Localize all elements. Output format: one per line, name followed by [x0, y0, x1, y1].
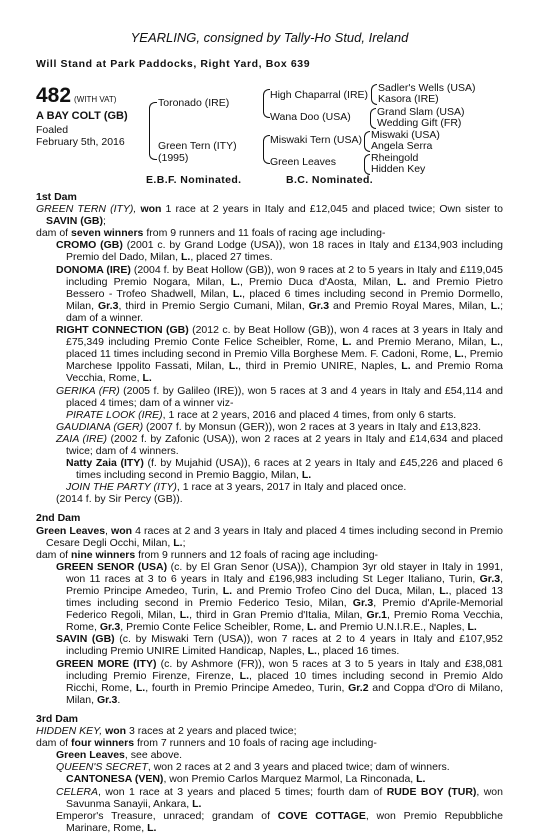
text-run: ,: [105, 524, 112, 537]
third-dam-heading: 3rd Dam: [36, 712, 79, 725]
text-run: CROMO (GB): [56, 239, 123, 252]
produce-entry: [36, 761, 503, 773]
produce-entry: [36, 457, 503, 481]
text-run: L.: [230, 275, 240, 288]
text-run: , placed 13 times including second in Premio Federico Tesio, Milan,: [66, 585, 503, 610]
ped-sdd: Wedding Gift (FR): [377, 117, 462, 129]
produce-entry: [36, 433, 503, 457]
vat-note: (WITH VAT): [74, 95, 117, 104]
text-run: GERIKA (FR): [56, 384, 120, 397]
text-run: (2014 f. by Sir Percy (GB)).: [56, 493, 183, 506]
text-run: , placed 27 times.: [190, 251, 273, 264]
text-run: and Premio Trofeo Cino del Duca, Milan,: [232, 585, 440, 597]
text-run: L.: [180, 251, 191, 264]
ped-ds: Miswaki Tern (USA): [270, 134, 362, 146]
produce-entry: [36, 633, 503, 657]
text-run: ; dam of a winner.: [66, 299, 503, 324]
text-run: won: [140, 203, 162, 216]
third-dam-intro: [36, 725, 503, 737]
text-run: Gr.3: [352, 597, 374, 610]
text-run: .: [117, 693, 121, 706]
lot-number: 482: [36, 84, 72, 107]
text-run: and Premio U.N.I.R.E., Naples,: [316, 621, 468, 634]
text-run: dam of: [36, 737, 72, 750]
ebf-nomination: E.B.F. Nominated.: [146, 174, 242, 186]
first-dam-heading: 1st Dam: [36, 191, 77, 203]
text-run: Gr.3: [98, 299, 119, 312]
ped-sds: Grand Slam (USA): [377, 106, 465, 118]
text-run: , fourth in Premio Principe Amedeo, Turin,: [145, 681, 349, 694]
text-run: , won Savunma Sanayii, Ankara,: [66, 785, 503, 810]
text-run: (2001 c. by Grand Lodge (USA)), won 18 races in Italy and £134,903 including Premio del Dado, Milan,: [66, 239, 503, 264]
produce-entry: [36, 409, 503, 421]
lot-number-block: [36, 84, 116, 108]
produce-entry: [36, 493, 503, 505]
first-dam-intro: [36, 203, 503, 227]
text-run: , placed 10 times including second in Premio Aldo Ricchi, Rome,: [66, 669, 504, 694]
ped-ssd: Kasora (IRE): [378, 93, 439, 105]
text-run: Gr.3: [96, 693, 118, 706]
text-run: L.: [439, 585, 449, 597]
text-run: and Premio Roma Vecchia, Rome,: [66, 360, 503, 385]
text-run: 1 race at 2 years in Italy and £12,045 and placed twice; Own sister to: [161, 203, 504, 216]
text-run: from 7 runners and 10 foals of racing age including-: [134, 737, 377, 750]
second-dam-produce: [36, 549, 503, 561]
text-run: L.: [301, 469, 312, 482]
ped-dds: Rheingold: [371, 152, 419, 164]
catalogue-header: YEARLING, consigned by Tally-Ho Stud, Ireland: [130, 30, 409, 45]
text-run: Gr.1: [366, 609, 387, 622]
text-run: (2004 f. by Beat Hollow (GB)), won 9 races at 2 to 5 years in Italy and £119,045 including Premio Nogara, Milan,: [66, 263, 503, 288]
text-run: L.: [490, 299, 501, 312]
ped-sd: Wana Doo (USA): [270, 111, 351, 123]
text-run: and Coppa d'Oro di Milano, Milan,: [66, 681, 504, 706]
text-run: , won Premio Carlos Marquez Marmol, La Rinconada,: [163, 773, 417, 786]
produce-entry: [36, 786, 503, 810]
text-run: dam of: [36, 548, 72, 561]
text-run: L.: [342, 336, 352, 349]
text-run: SAVIN (GB): [56, 633, 115, 646]
text-run: won: [111, 524, 133, 537]
text-run: (c. by Miswaki Tern (USA)), won 7 races at 2 to 4 years in Italy and £107,952 including Premio UNIRE Limited Handicap, Naples,: [66, 633, 503, 658]
text-run: , won 1 race at 3 years and placed 5 times; fourth dam of: [98, 785, 387, 798]
first-dam-entries: [36, 239, 503, 505]
text-run: L.: [173, 536, 183, 549]
text-run: , won 2 races at 2 and 3 years and placed twice; dam of winners.: [147, 761, 450, 774]
text-run: , Premio Conte Felice Scheibler, Rome,: [120, 621, 308, 634]
text-run: , see above.: [124, 749, 183, 762]
text-run: (c. by El Gran Senor (USA)), Champion 3yr old stayer in Italy in 1991, won 11 races at 3 to 6 years in Italy and £196,983 including St Leger Italiano, Turin,: [66, 560, 503, 585]
text-run: dam of: [36, 227, 72, 240]
second-dam-entries: [36, 561, 503, 706]
ped-dam-year: (1995): [158, 152, 189, 164]
foaled-label: Foaled: [36, 124, 69, 136]
text-run: Gr.2: [348, 681, 369, 694]
text-run: (2007 f. by Monsun (GER)), won 2 races at 3 years in Italy and £13,823.: [143, 420, 482, 433]
ped-ss: High Chaparral (IRE): [270, 89, 369, 101]
text-run: CANTONESA (VEN): [66, 773, 164, 786]
ped-ddd: Hidden Key: [371, 163, 426, 175]
text-run: RIGHT CONNECTION (GB): [56, 324, 189, 337]
text-run: , 1 race at 2 years, 2016 and placed 4 times, from only 6 starts.: [162, 408, 457, 421]
first-dam-produce: [36, 227, 503, 239]
text-run: HIDDEN KEY,: [36, 725, 106, 738]
text-run: , 1 race at 3 years, 2017 in Italy and placed once.: [176, 481, 407, 494]
bc-nomination: B.C. Nominated.: [286, 174, 374, 186]
dd-bracket: [364, 154, 370, 175]
text-run: GAUDIANA (GER): [56, 420, 144, 433]
text-run: , placed 11 times including second in Premio Villa Borghese Mem. F. Cadoni, Rome,: [66, 336, 503, 361]
ped-dam: Green Tern (ITY): [158, 140, 237, 152]
text-run: , third in Premio UNIRE, Naples,: [238, 360, 402, 373]
produce-entry: [36, 239, 503, 263]
text-run: Natty Zaia (ITY): [66, 457, 144, 470]
text-run: CELERA: [56, 785, 99, 798]
text-run: Green Leaves: [36, 524, 106, 537]
text-run: and Premio Pietro Bessero - Trofeo Shadwell, Milan,: [66, 275, 503, 300]
produce-entry: [36, 421, 503, 433]
text-run: Gr.3: [99, 621, 121, 634]
text-run: GREEN TERN (ITY),: [36, 203, 141, 216]
text-run: Green Leaves: [56, 749, 125, 762]
ss-bracket: [371, 84, 377, 105]
text-run: , third in Premio Sergio Cumani, Milan,: [118, 299, 309, 312]
sire-line-bracket: [263, 89, 270, 118]
ped-dss: Miswaki (USA): [371, 129, 440, 141]
produce-entry: [36, 324, 503, 384]
text-run: L.: [142, 372, 152, 385]
text-run: L.: [454, 348, 464, 361]
dam-line-bracket: [263, 135, 270, 164]
text-run: SAVIN (GB): [46, 215, 103, 228]
text-run: L.: [239, 669, 250, 682]
text-run: 3 races at 2 years and placed twice;: [126, 725, 297, 738]
foaled-date: February 5th, 2016: [36, 136, 125, 148]
text-run: , placed 6 times including second in Premio Dormello, Milan,: [66, 287, 503, 312]
text-run: QUEEN'S SECRET: [56, 761, 148, 774]
text-run: (c. by Ashmore (FR)), won 5 races at 3 to 5 years in Italy and £38,081 including Premio Firenze, Firenze,: [66, 657, 503, 682]
text-run: four winners: [71, 737, 135, 750]
ped-sire: Toronado (IRE): [158, 97, 230, 109]
text-run: DONOMA (IRE): [56, 263, 131, 276]
text-run: nine winners: [71, 548, 136, 561]
text-run: , Premio Duca d'Aosta, Milan,: [239, 275, 397, 288]
text-run: L.: [467, 621, 477, 634]
text-run: L.: [401, 360, 411, 373]
produce-entry: [36, 810, 503, 834]
produce-entry: [36, 658, 503, 706]
text-run: JOIN THE PARTY (ITY): [66, 481, 177, 494]
third-dam-produce: [36, 737, 503, 749]
text-run: L.: [192, 797, 202, 810]
text-run: from 9 runners and 12 foals of racing age including-: [135, 548, 379, 561]
text-run: L.: [147, 821, 157, 834]
text-run: GREEN MORE (ITY): [56, 657, 157, 670]
produce-entry: [36, 481, 503, 493]
sire-dam-bracket: [149, 102, 157, 160]
text-run: , Premio Marchese Ippolito Fassati, Milan,: [66, 348, 503, 373]
text-run: ;: [102, 215, 106, 228]
text-run: L.: [416, 773, 426, 786]
text-run: (f. by Mujahid (USA)), 6 races at 2 years in Italy and £45,226 and placed 6 times including second in Premio Baggio, Milan,: [76, 457, 503, 482]
produce-entry: [36, 264, 503, 324]
text-run: and Premio Royal Mares, Milan,: [329, 299, 491, 312]
text-run: Emperor's Treasure, unraced; grandam of: [56, 809, 278, 822]
sd-bracket: [370, 108, 376, 129]
text-run: L.: [222, 585, 233, 597]
text-run: L.: [135, 681, 146, 694]
text-run: , Premio Principe Amedeo, Turin,: [66, 572, 503, 597]
stand-location: Will Stand at Park Paddocks, Right Yard, Box 639: [36, 58, 311, 70]
text-run: (2005 f. by Galileo (IRE)), won 5 races at 3 and 4 years in Italy and £54,114 and placed 4 times; dam of a winner viz-: [66, 384, 503, 409]
text-run: , Premio Roma Vecchia, Rome,: [66, 609, 503, 634]
text-run: won: [105, 725, 127, 738]
foaled-block: [36, 124, 125, 148]
ped-dsd: Angela Serra: [371, 140, 433, 152]
text-run: (2012 c. by Beat Hollow (GB)), won 4 races at 3 years in Italy and £75,349 including Premio Conte Felice Scheibler, Rome,: [66, 324, 504, 349]
text-run: COVE COTTAGE: [277, 809, 366, 822]
ped-dd: Green Leaves: [270, 156, 336, 168]
pedigree-notes: [36, 191, 503, 834]
text-run: from 9 runners and 11 foals of racing age including-: [143, 227, 386, 240]
text-run: L.: [307, 645, 317, 658]
produce-entry: [36, 773, 503, 785]
text-run: (2002 f. by Zafonic (USA)), won 2 races at 2 years in Italy and £14,634 and placed twice; dam of 4 winners.: [66, 432, 503, 457]
produce-entry: [36, 749, 503, 761]
ds-bracket: [364, 131, 370, 152]
text-run: L.: [307, 621, 317, 634]
text-run: , third in Gran Premio d'Italia, Milan,: [189, 609, 367, 622]
text-run: , won Premio Repubbliche Marinare, Rome,: [66, 809, 503, 834]
produce-entry: [36, 385, 503, 409]
text-run: L.: [228, 360, 239, 373]
second-dam-intro: [36, 525, 503, 549]
text-run: L.: [232, 287, 243, 300]
text-run: L.: [179, 609, 190, 622]
text-run: ;: [182, 536, 186, 549]
text-run: ZAIA (IRE): [56, 432, 107, 445]
text-run: and Premio Merano, Milan,: [351, 336, 491, 349]
text-run: Gr.3: [308, 299, 330, 312]
second-dam-heading: 2nd Dam: [36, 512, 81, 525]
text-run: Gr.3: [479, 572, 501, 585]
horse-name: A BAY COLT (GB): [36, 110, 128, 122]
produce-entry: [36, 561, 503, 634]
third-dam-entries: [36, 749, 503, 834]
text-run: seven winners: [71, 227, 144, 240]
text-run: GREEN SENOR (USA): [56, 560, 168, 573]
ped-sss: Sadler's Wells (USA): [378, 82, 476, 94]
text-run: , placed 16 times.: [316, 645, 400, 658]
text-run: 4 races at 2 and 3 years in Italy and placed 4 times including second in Premio Cesare Degli Occhi, Milan,: [46, 524, 503, 549]
text-run: RUDE BOY (TUR): [386, 785, 477, 798]
text-run: , Premio d'Aprile-Memorial Federico Regoli, Milan,: [66, 597, 503, 622]
text-run: L.: [490, 336, 501, 349]
text-run: L.: [397, 275, 407, 288]
text-run: PIRATE LOOK (IRE): [66, 408, 163, 421]
